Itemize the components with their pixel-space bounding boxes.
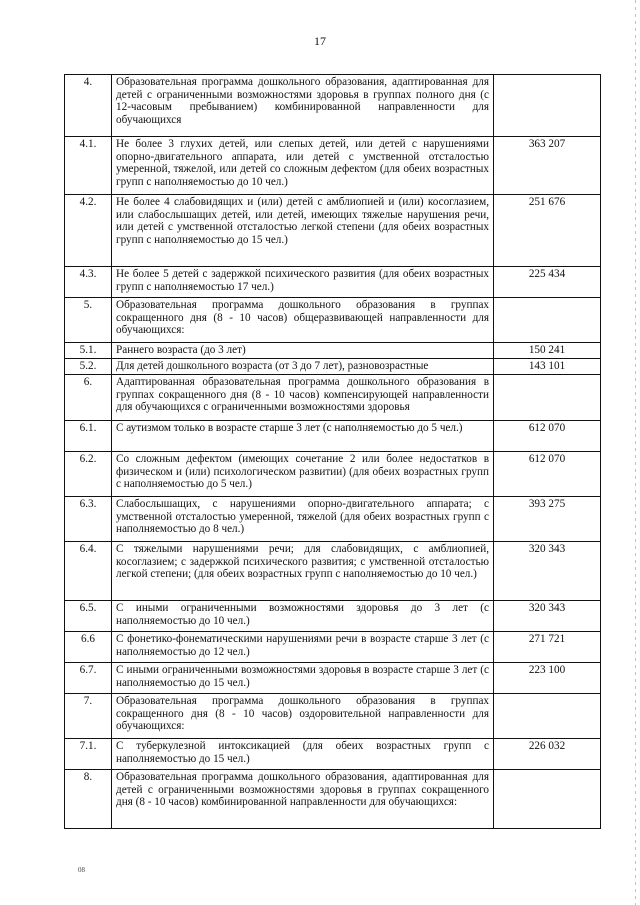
row-description: С иными ограниченными возможностями здоровья до 3 лет (с наполняемостью до 10 чел.)	[112, 601, 494, 632]
table-row	[65, 137, 601, 195]
row-number: 5.1.	[65, 343, 112, 359]
row-number: 5.	[65, 298, 112, 343]
row-number: 6.5.	[65, 601, 112, 632]
table-row	[65, 298, 601, 343]
row-number: 7.	[65, 694, 112, 739]
footer-mark: 08	[78, 866, 85, 874]
table-row	[65, 601, 601, 632]
row-description: Не более 5 детей с задержкой психического развития (для обеих возрастных групп с наполняемостью 17 чел.)	[112, 267, 494, 298]
row-description: С тяжелыми нарушениями речи; для слабовидящих, с амблиопией, косоглазием; с задержкой психического развития; с умственной отсталостью легкой степени; (для обеих возрастных групп с наполняемостью до 10 чел.)	[112, 542, 494, 601]
table-row	[65, 195, 601, 267]
table-row	[65, 739, 601, 770]
table-row	[65, 542, 601, 601]
row-price	[494, 75, 601, 137]
page-number: 17	[314, 34, 326, 48]
row-description: Не более 4 слабовидящих и (или) детей с амблиопией и (или) косоглазием, или слабослышащих детей, или детей, имеющих тяжелые нарушения речи, или детей с умственной отсталостью легкой степени (для обеих возрастных групп с наполняемостью до 15 чел.)	[112, 195, 494, 267]
row-price: 612 070	[494, 421, 601, 452]
table-row	[65, 359, 601, 375]
row-description: Образовательная программа дошкольного образования в группах сокращенного дня (8 - 10 часов) общеразвивающей направленности для обучающихся:	[112, 298, 494, 343]
table-row	[65, 694, 601, 739]
row-description: Для детей дошкольного возраста (от 3 до 7 лет), разновозрастные	[112, 359, 494, 375]
row-description: С туберкулезной интоксикацией (для обеих возрастных групп с наполняемостью до 15 чел.)	[112, 739, 494, 770]
row-number: 6.	[65, 375, 112, 421]
row-number: 6.7.	[65, 663, 112, 694]
row-number: 4.	[65, 75, 112, 137]
table-row	[65, 452, 601, 497]
row-price: 393 275	[494, 497, 601, 542]
row-number: 7.1.	[65, 739, 112, 770]
row-price: 143 101	[494, 359, 601, 375]
row-description: Со сложным дефектом (имеющих сочетание 2 или более недостатков в физическом и (или) психологическом развитии) (для обеих возрастных групп с наполняемостью до 5 чел.)	[112, 452, 494, 497]
row-description: Образовательная программа дошкольного образования, адаптированная для детей с ограниченными возможностями здоровья в группах сокращенного дня (8 - 10 часов) комбинированной направленности для обучающихся:	[112, 770, 494, 829]
row-number: 6.6	[65, 632, 112, 663]
row-price: 225 434	[494, 267, 601, 298]
row-price: 612 070	[494, 452, 601, 497]
table-row	[65, 267, 601, 298]
row-description: Не более 3 глухих детей, или слепых детей, или детей с нарушениями опорно-двигательного аппарата, или детей с умственной отсталостью умеренной, тяжелой, или детей со сложным дефектом (для обеих возрастных групп с наполняемостью до 10 чел.)	[112, 137, 494, 195]
table-row	[65, 632, 601, 663]
row-number: 6.3.	[65, 497, 112, 542]
row-description: Образовательная программа дошкольного образования в группах сокращенного дня (8 - 10 часов) оздоровительной направленности для обучающихся:	[112, 694, 494, 739]
row-number: 6.4.	[65, 542, 112, 601]
row-price: 150 241	[494, 343, 601, 359]
row-number: 6.1.	[65, 421, 112, 452]
row-number: 5.2.	[65, 359, 112, 375]
row-number: 4.1.	[65, 137, 112, 195]
row-price: 226 032	[494, 739, 601, 770]
row-description: С аутизмом только в возрасте старше 3 лет (с наполняемостью до 5 чел.)	[112, 421, 494, 452]
row-number: 4.2.	[65, 195, 112, 267]
table-row	[65, 663, 601, 694]
row-price: 223 100	[494, 663, 601, 694]
tariff-table	[64, 74, 601, 829]
row-number: 8.	[65, 770, 112, 829]
row-number: 4.3.	[65, 267, 112, 298]
row-price: 320 343	[494, 542, 601, 601]
table-row	[65, 497, 601, 542]
row-price	[494, 770, 601, 829]
row-price	[494, 375, 601, 421]
row-price: 320 343	[494, 601, 601, 632]
row-description: С иными ограниченными возможностями здоровья в возрасте старше 3 лет (с наполняемостью до 15 чел.)	[112, 663, 494, 694]
table-row	[65, 375, 601, 421]
table-row	[65, 770, 601, 829]
row-description: Адаптированная образовательная программа дошкольного образования в группах сокращенного дня (8 - 10 часов) компенсирующей направленности для обучающихся с ограниченными возможностями здоровья	[112, 375, 494, 421]
table-row	[65, 343, 601, 359]
table-row	[65, 421, 601, 452]
row-description: С фонетико-фонематическими нарушениями речи в возрасте старше 3 лет (с наполняемостью до 12 чел.)	[112, 632, 494, 663]
row-price	[494, 694, 601, 739]
scan-edge-divider	[635, 0, 636, 905]
table-row	[65, 75, 601, 137]
row-number: 6.2.	[65, 452, 112, 497]
row-description: Слабослышащих, с нарушениями опорно-двигательного аппарата; с умственной отсталостью умеренной, тяжелой (для обеих возрастных групп с наполняемостью до 8 чел.)	[112, 497, 494, 542]
row-price: 363 207	[494, 137, 601, 195]
row-price: 251 676	[494, 195, 601, 267]
row-description: Образовательная программа дошкольного образования, адаптированная для детей с ограниченными возможностями здоровья в группах полного дня (с 12-часовым пребыванием) комбинированной направленности для обучающихся	[112, 75, 494, 137]
row-description: Раннего возраста (до 3 лет)	[112, 343, 494, 359]
row-price	[494, 298, 601, 343]
row-price: 271 721	[494, 632, 601, 663]
